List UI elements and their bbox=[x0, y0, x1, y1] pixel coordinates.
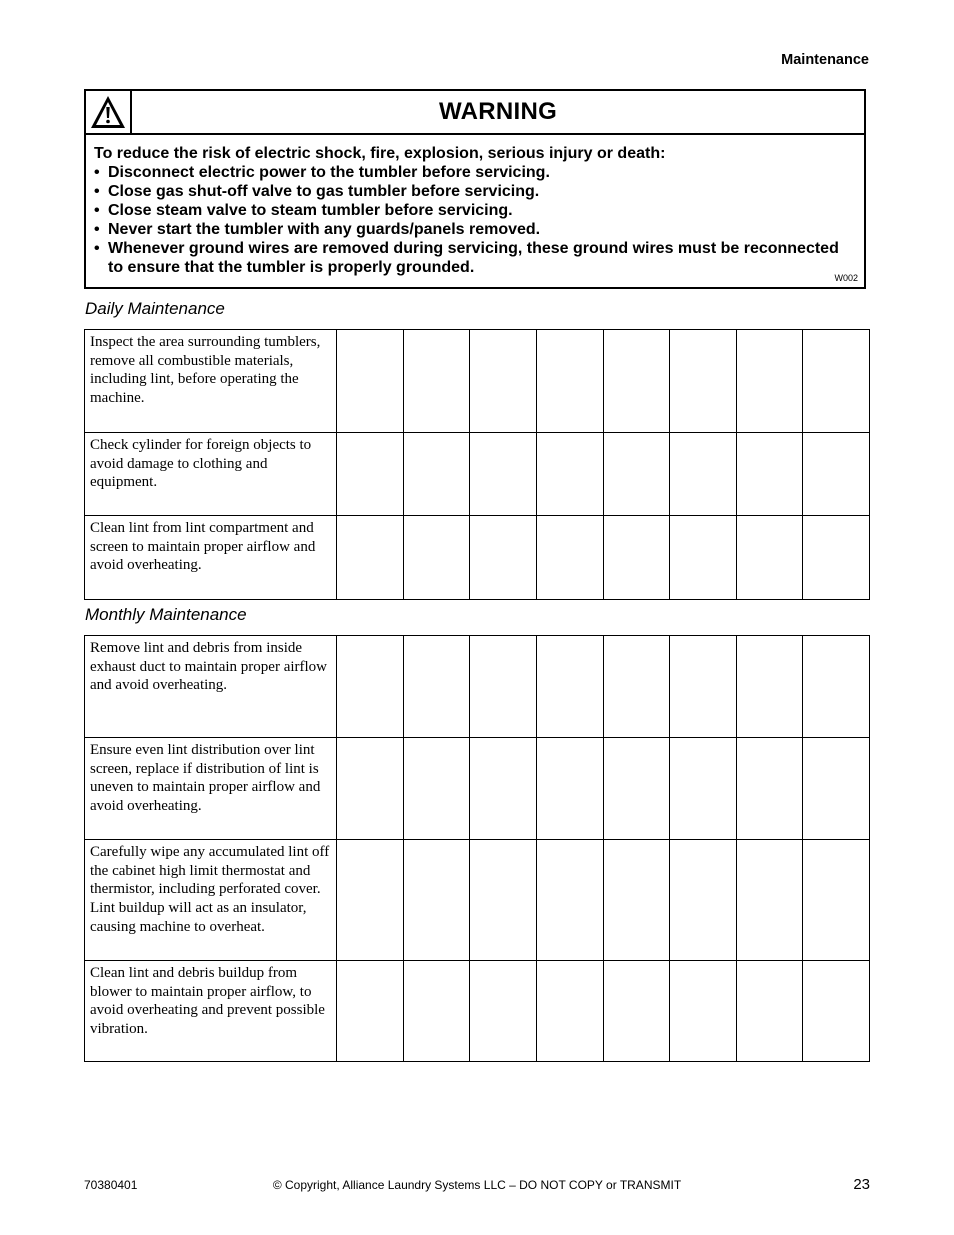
check-cell[interactable] bbox=[536, 636, 603, 738]
check-cell[interactable] bbox=[470, 961, 537, 1062]
check-cell[interactable] bbox=[470, 516, 537, 600]
table-row bbox=[85, 330, 870, 433]
check-cell[interactable] bbox=[670, 840, 737, 961]
check-cell[interactable] bbox=[803, 433, 870, 516]
table-row bbox=[85, 636, 870, 738]
check-cell[interactable] bbox=[670, 330, 737, 433]
check-cell[interactable] bbox=[403, 636, 470, 738]
warning-item: • Close gas shut-off valve to gas tumbler before servicing. bbox=[94, 182, 854, 201]
check-cell[interactable] bbox=[603, 330, 670, 433]
monthly-maintenance-title: Monthly Maintenance bbox=[85, 605, 247, 624]
check-cell[interactable] bbox=[803, 840, 870, 961]
check-cell[interactable] bbox=[736, 516, 803, 600]
page-number: 23 bbox=[853, 1176, 870, 1193]
check-cell[interactable] bbox=[603, 433, 670, 516]
check-cell[interactable] bbox=[470, 330, 537, 433]
check-cell[interactable] bbox=[736, 330, 803, 433]
warning-item: • Close steam valve to steam tumbler before servicing. bbox=[94, 201, 854, 220]
warning-icon-cell bbox=[86, 91, 132, 133]
check-cell[interactable] bbox=[536, 840, 603, 961]
running-header: Maintenance bbox=[781, 52, 869, 68]
task-cell: Clean lint and debris buildup from blower to maintain proper airflow, to avoid overheating and prevent possible vibration. bbox=[85, 961, 337, 1062]
monthly-maintenance-table bbox=[84, 635, 870, 1062]
task-cell: Check cylinder for foreign objects to avoid damage to clothing and equipment. bbox=[85, 433, 337, 516]
check-cell[interactable] bbox=[803, 738, 870, 840]
check-cell[interactable] bbox=[337, 433, 404, 516]
check-cell[interactable] bbox=[403, 738, 470, 840]
check-cell[interactable] bbox=[736, 433, 803, 516]
check-cell[interactable] bbox=[670, 961, 737, 1062]
warning-intro: To reduce the risk of electric shock, fire, explosion, serious injury or death: bbox=[94, 145, 666, 162]
document-number: 70380401 bbox=[84, 1178, 138, 1192]
check-cell[interactable] bbox=[403, 961, 470, 1062]
daily-maintenance-title: Daily Maintenance bbox=[85, 299, 225, 318]
warning-title: WARNING bbox=[438, 98, 558, 125]
check-cell[interactable] bbox=[337, 516, 404, 600]
task-cell: Carefully wipe any accumulated lint off the cabinet high limit thermostat and thermistor, including perforated cover. Lint buildup will act as an insulator, causing machine to overheat. bbox=[85, 840, 337, 961]
check-cell[interactable] bbox=[670, 516, 737, 600]
check-cell[interactable] bbox=[470, 840, 537, 961]
table-row bbox=[85, 840, 870, 961]
table-row bbox=[85, 516, 870, 600]
warning-triangle-icon bbox=[89, 94, 127, 130]
check-cell[interactable] bbox=[403, 516, 470, 600]
check-cell[interactable] bbox=[337, 961, 404, 1062]
check-cell[interactable] bbox=[403, 840, 470, 961]
check-cell[interactable] bbox=[403, 433, 470, 516]
check-cell[interactable] bbox=[470, 433, 537, 516]
check-cell[interactable] bbox=[603, 516, 670, 600]
warning-body bbox=[94, 144, 854, 277]
warning-header bbox=[86, 91, 864, 135]
check-cell[interactable] bbox=[803, 636, 870, 738]
check-cell[interactable] bbox=[736, 840, 803, 961]
check-cell[interactable] bbox=[536, 433, 603, 516]
check-cell[interactable] bbox=[670, 433, 737, 516]
warning-list bbox=[94, 163, 854, 277]
check-cell[interactable] bbox=[337, 738, 404, 840]
task-cell: Ensure even lint distribution over lint screen, replace if distribution of lint is uneven to maintain proper airflow and avoid overheating. bbox=[85, 738, 337, 840]
check-cell[interactable] bbox=[470, 738, 537, 840]
check-cell[interactable] bbox=[736, 961, 803, 1062]
warning-box bbox=[84, 89, 866, 289]
check-cell[interactable] bbox=[536, 738, 603, 840]
check-cell[interactable] bbox=[603, 636, 670, 738]
check-cell[interactable] bbox=[536, 516, 603, 600]
check-cell[interactable] bbox=[536, 961, 603, 1062]
check-cell[interactable] bbox=[470, 636, 537, 738]
warning-code: W002 bbox=[834, 273, 858, 283]
check-cell[interactable] bbox=[803, 961, 870, 1062]
check-cell[interactable] bbox=[736, 738, 803, 840]
daily-maintenance-table bbox=[84, 329, 870, 600]
task-cell: Remove lint and debris from inside exhaust duct to maintain proper airflow and avoid overheating. bbox=[85, 636, 337, 738]
check-cell[interactable] bbox=[603, 840, 670, 961]
check-cell[interactable] bbox=[670, 738, 737, 840]
check-cell[interactable] bbox=[403, 330, 470, 433]
check-cell[interactable] bbox=[670, 636, 737, 738]
warning-item: • Whenever ground wires are removed during servicing, these ground wires must be reconnected to ensure that the tumbler is properly grounded. bbox=[94, 239, 854, 277]
check-cell[interactable] bbox=[803, 516, 870, 600]
check-cell[interactable] bbox=[603, 961, 670, 1062]
table-row bbox=[85, 433, 870, 516]
task-cell: Clean lint from lint compartment and screen to maintain proper airflow and avoid overheating. bbox=[85, 516, 337, 600]
check-cell[interactable] bbox=[337, 840, 404, 961]
check-cell[interactable] bbox=[803, 330, 870, 433]
check-cell[interactable] bbox=[603, 738, 670, 840]
check-cell[interactable] bbox=[337, 636, 404, 738]
table-row bbox=[85, 738, 870, 840]
check-cell[interactable] bbox=[337, 330, 404, 433]
copyright-notice: © Copyright, Alliance Laundry Systems LLC – DO NOT COPY or TRANSMIT bbox=[272, 1178, 682, 1192]
table-row bbox=[85, 961, 870, 1062]
check-cell[interactable] bbox=[736, 636, 803, 738]
warning-item: • Never start the tumbler with any guards/panels removed. bbox=[94, 220, 854, 239]
warning-item: • Disconnect electric power to the tumbler before servicing. bbox=[94, 163, 854, 182]
check-cell[interactable] bbox=[536, 330, 603, 433]
task-cell: Inspect the area surrounding tumblers, remove all combustible materials, including lint, before operating the machine. bbox=[85, 330, 337, 433]
